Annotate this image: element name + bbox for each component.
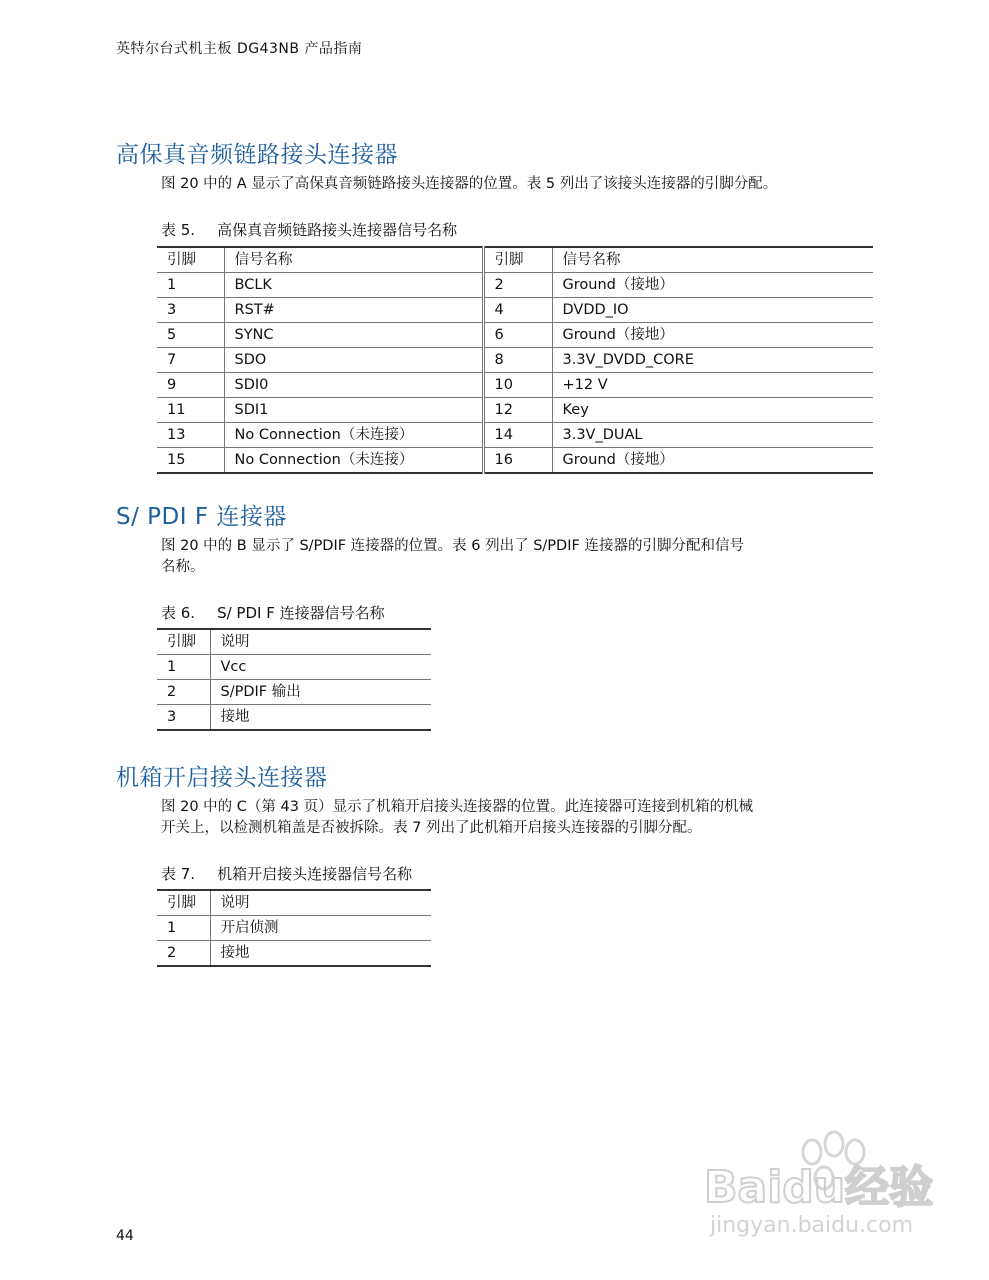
section-paragraph-hd-audio: 图 20 中的 A 显示了高保真音频链路接头连接器的位置。表 5 列出了该接头连接器的引脚分配。 [161,176,778,192]
table-cell: +12 V [552,373,873,398]
column-header-signal-name: 信号名称 [224,247,483,273]
column-header-description: 说明 [210,890,431,916]
paragraph-line: 图 20 中的 C（第 43 页）显示了机箱开启接头连接器的位置。此连接器可连接到机箱的机械 [161,799,754,815]
table-caption-text: 高保真音频链路接头连接器信号名称 [217,221,458,239]
table-caption-number: 表 6. [161,604,196,622]
table-cell: 3 [167,302,177,318]
table-cell: BCLK [224,273,483,298]
section-heading-spdif: S/ PDI F 连接器 [116,504,287,530]
column-header-pin: 引脚 [167,252,196,268]
page-number: 44 [116,1228,134,1244]
table-row [157,348,873,373]
table-row [157,398,873,423]
table-cell: 1 [167,659,177,675]
table-cell: SDI1 [224,398,483,423]
table-row [157,298,873,323]
table-cell: No Connection（未连接） [224,448,483,474]
table-cell: 1 [167,920,177,936]
table-cell: 7 [167,352,177,368]
paw-icon [700,1130,940,1240]
table-cell: 14 [483,423,552,448]
table-cell: 11 [167,402,186,418]
table-row [157,323,873,348]
table-caption-7 [161,863,412,884]
table-cell: SDO [224,348,483,373]
table-header-row [157,890,431,916]
table-row [157,423,873,448]
table-header-row [157,247,873,273]
table-cell: Key [552,398,873,423]
table-caption-number: 表 7. [161,865,196,883]
table-cell: Ground（接地） [552,323,873,348]
table-cell: 5 [167,327,177,343]
table-row [157,655,431,680]
section-paragraph-spdif [161,536,851,578]
table-header-row [157,629,431,655]
table-cell: 3 [167,709,177,725]
watermark-brand: Baidu经验 [704,1162,934,1213]
table-cell: 12 [483,398,552,423]
table-cell: RST# [224,298,483,323]
table-cell: 10 [483,373,552,398]
table-cell: 15 [167,452,186,468]
table-caption-6 [161,602,385,623]
table-cell: Vcc [210,655,431,680]
paragraph-line: 开关上，以检测机箱盖是否被拆除。表 7 列出了此机箱开启接头连接器的引脚分配。 [161,820,702,836]
table-row [157,373,873,398]
table-cell: Ground（接地） [552,273,873,298]
table-cell: DVDD_IO [552,298,873,323]
table-cell: 8 [483,348,552,373]
column-header-description: 说明 [210,629,431,655]
table-cell: 13 [167,427,186,443]
table-cell: Ground（接地） [552,448,873,474]
table-cell: 3.3V_DVDD_CORE [552,348,873,373]
table-cell: 2 [483,273,552,298]
section-paragraph-chassis-intrusion [161,797,851,839]
section-heading-hd-audio: 高保真音频链路接头连接器 [116,142,398,168]
table-row [157,705,431,731]
hd-audio-signal-table [157,246,873,474]
table-cell: SYNC [224,323,483,348]
paragraph-line: 图 20 中的 B 显示了 S/PDIF 连接器的位置。表 6 列出了 S/PDIF 连接器的引脚分配和信号 [161,538,744,554]
section-heading-chassis-intrusion: 机箱开启接头连接器 [116,765,328,791]
table-row [157,680,431,705]
table-row [157,448,873,474]
table-cell: 3.3V_DUAL [552,423,873,448]
table-row [157,273,873,298]
column-header-pin: 引脚 [483,247,552,273]
table-cell: 6 [483,323,552,348]
spdif-signal-table [157,628,431,731]
chassis-intrusion-signal-table [157,889,431,967]
table-cell: 16 [483,448,552,474]
table-cell: 开启侦测 [210,916,431,941]
running-header: 英特尔台式机主板 DG43NB 产品指南 [116,41,363,57]
table-row [157,941,431,967]
column-header-pin: 引脚 [167,634,196,650]
table-cell: No Connection（未连接） [224,423,483,448]
table-cell: 接地 [210,705,431,731]
table-cell: 接地 [210,941,431,967]
table-caption-text: S/ PDI F 连接器信号名称 [217,604,385,622]
table-cell: 2 [167,945,177,961]
table-row [157,916,431,941]
baidu-jingyan-watermark [700,1130,940,1240]
column-header-pin: 引脚 [167,895,196,911]
table-caption-5 [161,219,457,240]
table-caption-number: 表 5. [161,221,196,239]
table-cell: 2 [167,684,177,700]
table-caption-text: 机箱开启接头连接器信号名称 [217,865,413,883]
watermark-url: jingyan.baidu.com [710,1213,914,1238]
table-cell: 1 [167,277,177,293]
table-cell: 9 [167,377,177,393]
table-cell: SDI0 [224,373,483,398]
column-header-signal-name: 信号名称 [552,247,873,273]
paragraph-line: 名称。 [161,559,205,575]
table-cell: 4 [483,298,552,323]
table-cell: S/PDIF 输出 [210,680,431,705]
